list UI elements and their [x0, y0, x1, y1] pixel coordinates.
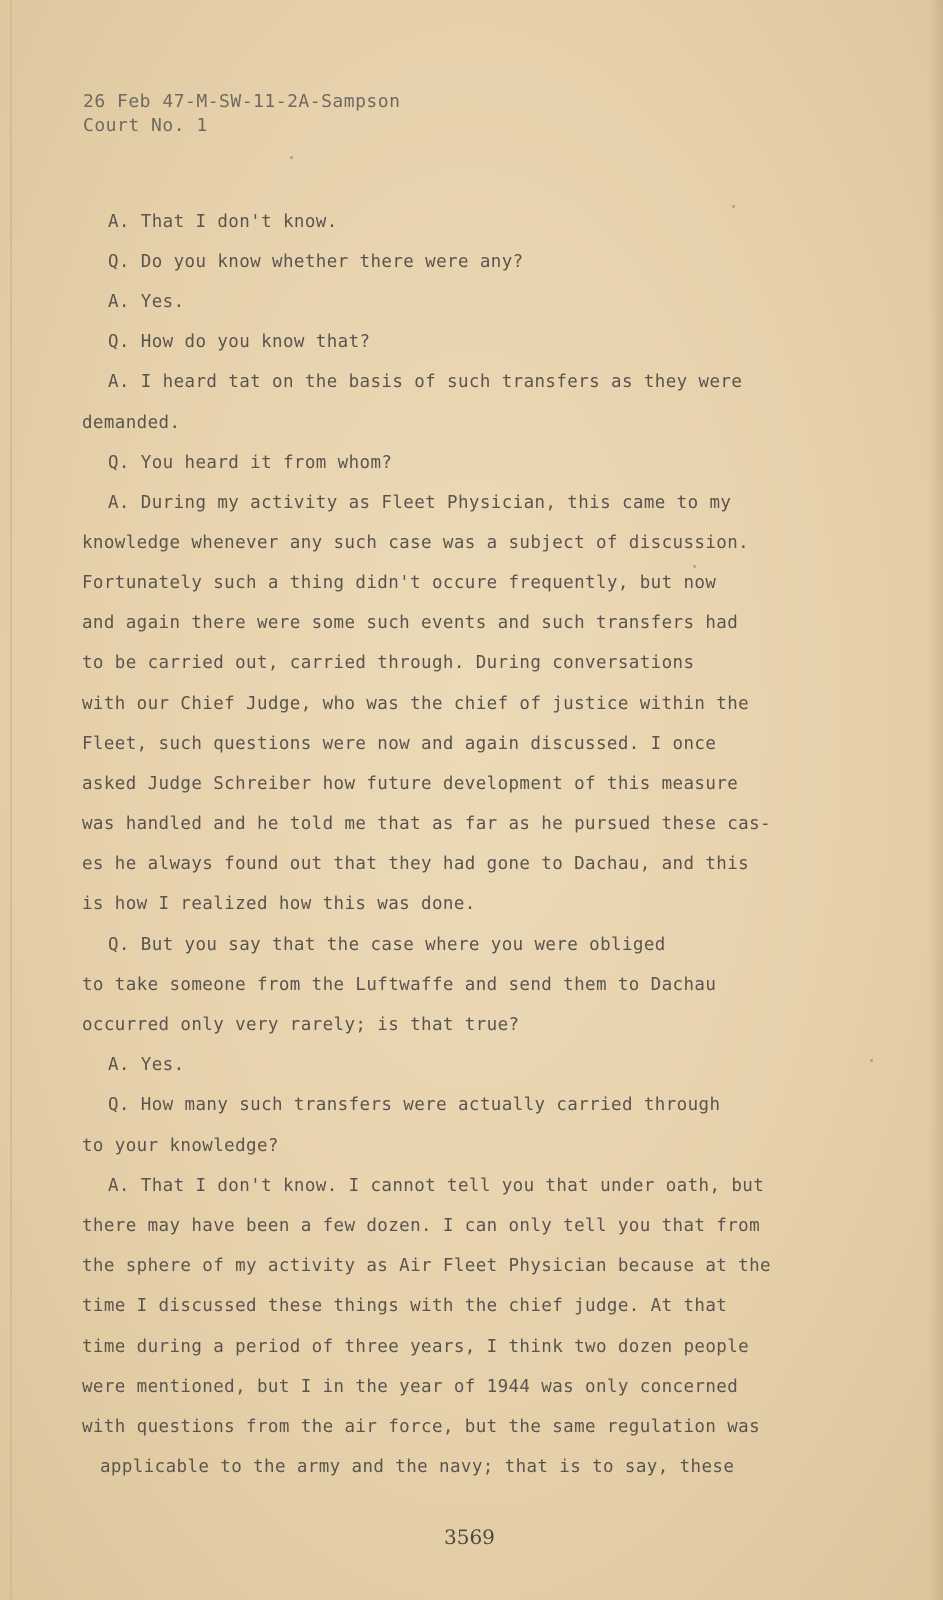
transcript-line: knowledge whenever any such case was a subject of discussion. — [82, 533, 750, 553]
transcript-line: is how I realized how this was done. — [82, 894, 476, 914]
court-number: Court No. 1 — [83, 115, 208, 136]
transcript-line: Q. But you say that the case where you were obliged — [108, 935, 666, 955]
paper-speck — [732, 205, 735, 208]
transcript-line: and again there were some such events and such transfers had — [82, 613, 739, 633]
transcript-line: with our Chief Judge, who was the chief of justice within the — [82, 694, 750, 714]
page-number: 3569 — [444, 1525, 495, 1549]
transcript-line: Q. Do you know whether there were any? — [108, 252, 524, 272]
transcript-line: to take someone from the Luftwaffe and send them to Dachau — [82, 975, 717, 995]
transcript-line: occurred only very rarely; is that true? — [82, 1015, 520, 1035]
paper-edge-shadow — [929, 0, 943, 1600]
transcript-line: to be carried out, carried through. During conversations — [82, 653, 695, 673]
transcript-line: were mentioned, but I in the year of 1944 was only concerned — [82, 1377, 739, 1397]
document-header — [83, 90, 400, 138]
transcript-line: Fleet, such questions were now and again discussed. I once — [82, 734, 717, 754]
transcript-line: A. Yes. — [108, 292, 185, 312]
transcript-line: es he always found out that they had gone to Dachau, and this — [82, 854, 750, 874]
transcript-line: time I discussed these things with the chief judge. At that — [82, 1296, 728, 1316]
transcript-line: time during a period of three years, I think two dozen people — [82, 1337, 750, 1357]
transcript-line: Q. How many such transfers were actually carried through — [108, 1095, 721, 1115]
paper-speck — [870, 1059, 873, 1062]
transcript-line: Q. How do you know that? — [108, 332, 371, 352]
transcript-line: A. Yes. — [108, 1055, 185, 1075]
transcript-line: A. During my activity as Fleet Physician, this came to my — [108, 493, 732, 513]
paper-fold-line — [10, 0, 12, 1600]
paper-speck — [290, 156, 293, 159]
transcript-line: was handled and he told me that as far as he pursued these cas- — [82, 814, 771, 834]
transcript-line: A. I heard tat on the basis of such transfers as they were — [108, 372, 743, 392]
transcript-line: the sphere of my activity as Air Fleet Physician because at the — [82, 1256, 771, 1276]
transcript-line: Q. You heard it from whom? — [108, 453, 393, 473]
transcript-line: there may have been a few dozen. I can only tell you that from — [82, 1216, 761, 1236]
transcript-line: applicable to the army and the navy; that is to say, these — [100, 1457, 735, 1477]
transcript-line: with questions from the air force, but the same regulation was — [82, 1417, 761, 1437]
transcript-line: demanded. — [82, 413, 181, 433]
transcript-line: to your knowledge? — [82, 1136, 279, 1156]
paper-speck — [693, 565, 696, 568]
transcript-line: Fortunately such a thing didn't occure frequently, but now — [82, 573, 717, 593]
transcript-line: A. That I don't know. — [108, 212, 338, 232]
transcript-line: asked Judge Schreiber how future development of this measure — [82, 774, 739, 794]
case-reference: 26 Feb 47-M-SW-11-2A-Sampson — [83, 91, 401, 112]
transcript-line: A. That I don't know. I cannot tell you that under oath, but — [108, 1176, 765, 1196]
